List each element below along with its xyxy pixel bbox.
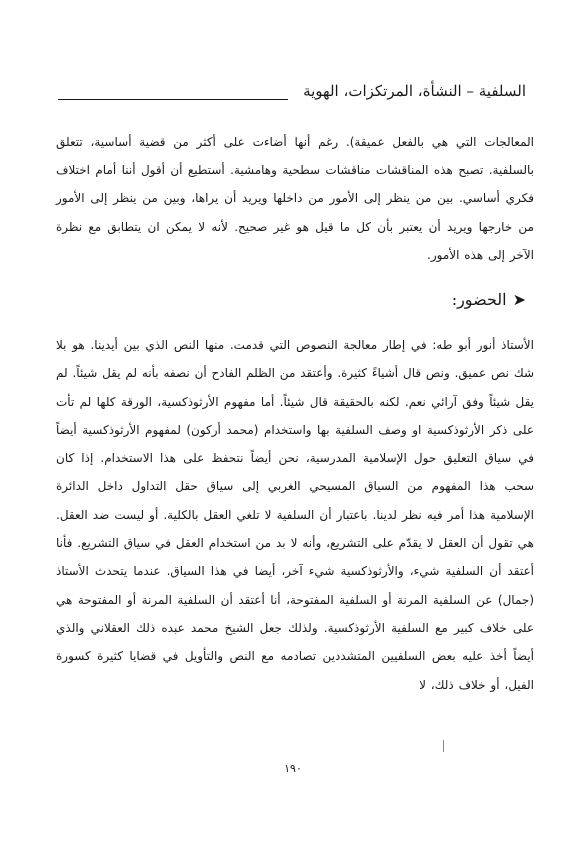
margin-mark [443,740,444,752]
arrow-marker-icon: ➤ [512,290,526,309]
header-rule [58,99,288,100]
page-number: ١٩٠ [284,762,302,775]
paragraph-1: المعالجات التي هي بالفعل عميقة). رغم أنها أضاءت على أكثر من قضية أساسية، تتعلق بالسلفية. تصبح هذه المناقشات مناقشات سطحية وهامشية. أستطيع أن أقول أننا أمام اختلاف فكري أساسي. بين من ينظر إلى الأمور من داخلها ويريد أن يراها، وبين من ينظر إلى الأمور من خارجها ويريد أن يعتبر بأن كل ما قيل هو غير صحيح. لأنه لا يمكن ان يتطابق مع نظرة الآخر إلى هذه الأمور. [56,135,534,262]
paragraph-2: الأستاذ أنور أبو طه: في إطار معالجة النصوص التي قدمت. منها النص الذي بين أيدينا. هو بلا شك نص عميق. ونص قال أشياءً كثيرة. وأعتقد من الظلم الفادح أن نصفه بأنه لم يقل شيئاً. لم يقل شيئاً وفق آرائي نعم. لكنه بالحقيقة قال شيئاً. أما مفهوم الأرثوذكسية، الورقة كلها لم تأت على ذكر الأرثوذكسية او وصف السلفية بها واستخدام (محمد أركون) لمفهوم الأرثوذكسية أيضاً في سياق التعليق حول الإسلامية المدرسية، نحن أيضاً نتحفظ على هذا الاستخدام. إذا كان سحب هذا المفهوم من السياق المسيحي الغربي إلى سياق حقل التداول داخل الدائرة الإسلامية هذا أمر فيه نظر لدينا. باعتبار أن السلفية لا تلغي العقل بالكلية. أو ليست ضد العقل. هي تقول أن العقل لا يقدّم على التشريع، وأنه لا بد من استخدام العقل في سياق التشريع. فأنا أعتقد أن السلفية شيء، والأرثوذكسية شيء آخر، أيضا في هذا السياق. عندما يتحدث الأستاذ (جمال) عن السلفية المرنة أو السلفية المفتوحة، أنا أعتقد أن السلفية المرنة أو المفتوحة هي على خلاف كبير مع السلفية الأرثوذكسية. ولذلك جعل الشيخ محمد عبده ذلك العقلاني والذي أيضاً أخذ عليه بعض السلفيين المتشددين تصادمه مع النص والتأويل في قضايا كثيرة كسورة الفيل، أو خلاف ذلك، لا [56,338,534,692]
running-header: السلفية – النشأة، المرتكزات، الهوية [303,82,526,100]
section-heading-text: الحضور: [451,290,507,309]
section-heading [452,290,526,309]
